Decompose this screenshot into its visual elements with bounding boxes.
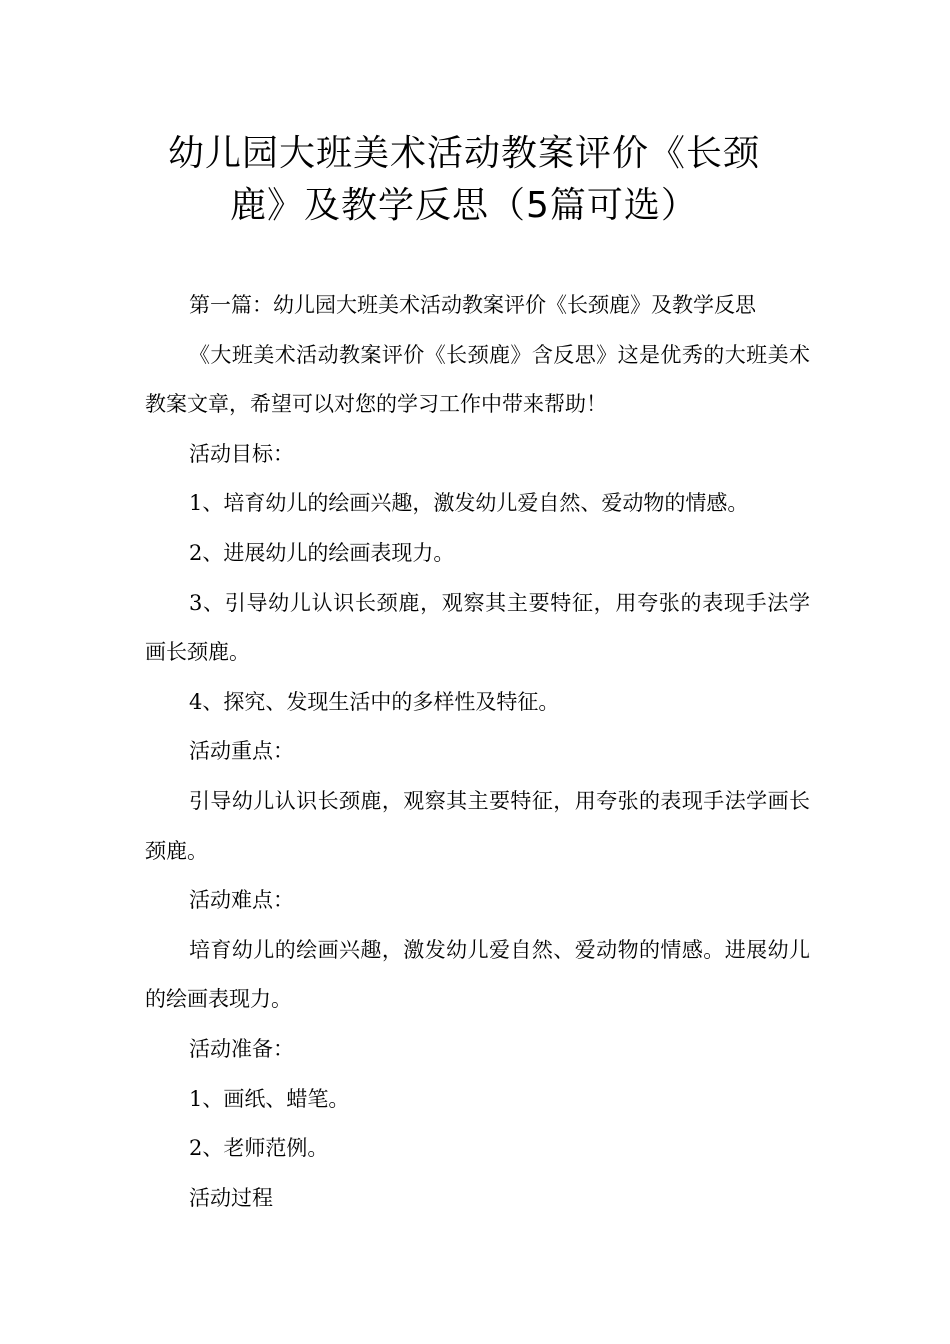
title-line-1: 幼儿园大班美术活动教案评价《长颈 — [168, 133, 761, 174]
heading-key-points: 活动重点： — [189, 739, 294, 764]
preparation-item-2: 2、老师范例。 — [189, 1136, 329, 1161]
title-line-2: 鹿》及教学反思（5篇可选） — [230, 185, 698, 226]
difficulties-text: 培育幼儿的绘画兴趣，激发幼儿爱自然、爱动物的情感。进展幼儿的绘画表现力。 — [145, 937, 810, 1012]
goal-item-1: 1、培育幼儿的绘画兴趣，激发幼儿爱自然、爱动物的情感。 — [189, 491, 749, 516]
goal-item-2: 2、进展幼儿的绘画表现力。 — [189, 540, 455, 565]
heading-activity-goals: 活动目标： — [189, 441, 294, 466]
section-heading-part-one: 第一篇：幼儿园大班美术活动教案评价《长颈鹿》及教学反思 — [189, 293, 756, 317]
goal-item-4: 4、探究、发现生活中的多样性及特征。 — [189, 689, 560, 714]
heading-activity-process: 活动过程 — [189, 1185, 273, 1210]
intro-paragraph: 《大班美术活动教案评价《长颈鹿》含反思》这是优秀的大班美术教案文章，希望可以对您的学习工作中带来帮助！ — [145, 342, 810, 417]
document-title — [130, 128, 820, 232]
document-body — [145, 281, 810, 1223]
preparation-item-1: 1、画纸、蜡笔。 — [189, 1086, 350, 1111]
heading-preparation: 活动准备： — [189, 1036, 294, 1061]
key-points-text: 引导幼儿认识长颈鹿，观察其主要特征，用夸张的表现手法学画长颈鹿。 — [145, 788, 810, 863]
heading-difficulties: 活动难点： — [189, 888, 294, 913]
goal-item-3: 3、引导幼儿认识长颈鹿，观察其主要特征，用夸张的表现手法学画长颈鹿。 — [145, 590, 810, 665]
